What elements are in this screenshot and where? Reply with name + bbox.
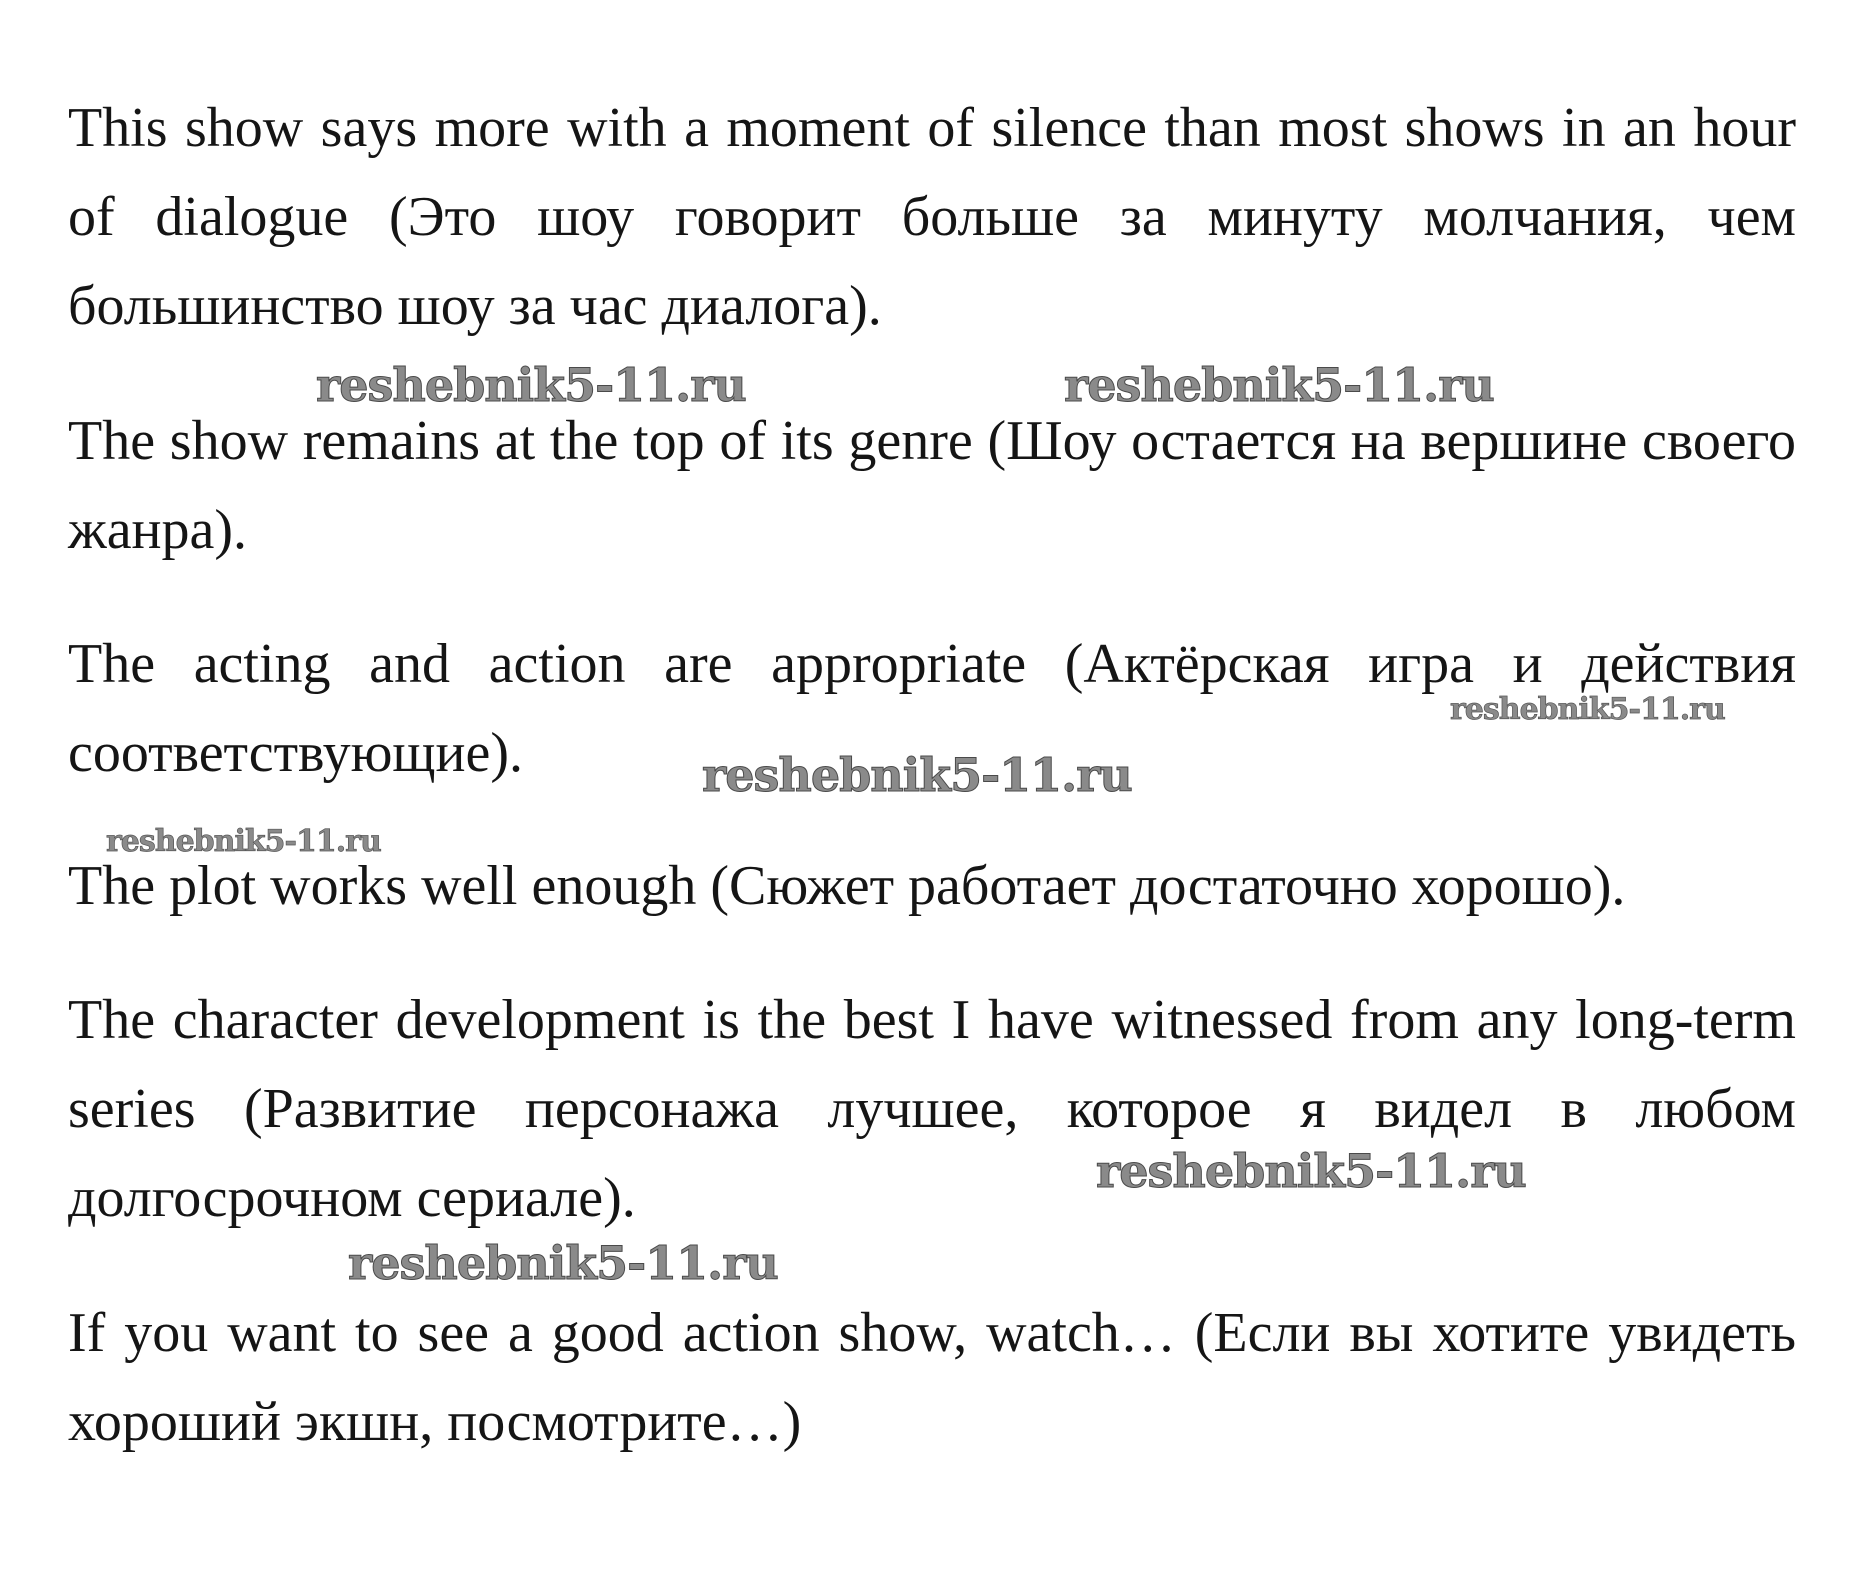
watermark: reshebnik5-11.ru [1096, 1144, 1526, 1198]
paragraph-6: If you want to see a good action show, watch… (Если вы хотите увидеть хороший экшн, посмотрите…) [68, 1302, 1796, 1453]
watermark: reshebnik5-11.ru [1450, 692, 1725, 727]
watermark: reshebnik5-11.ru [316, 358, 746, 412]
paragraph-4: The plot works well enough (Сюжет работает достаточно хорошо). [68, 855, 1626, 917]
paragraph-5: The character development is the best I have witnessed from any long-term series (Развитие персонажа лучшее, которое я видел в любом долгосрочном сериале). [68, 989, 1796, 1229]
watermark: reshebnik5-11.ru [348, 1236, 778, 1290]
paragraph-3: The acting and action are appropriate (Актёрская игра и действия соответствующие). [68, 633, 1796, 784]
paragraph-1: This show says more with a moment of silence than most shows in an hour of dialogue (Это шоу говорит больше за минуту молчания, чем большинство шоу за час диалога). [68, 97, 1796, 337]
watermark: reshebnik5-11.ru [106, 824, 381, 859]
watermark: reshebnik5-11.ru [1064, 358, 1494, 412]
paragraph-2: The show remains at the top of its genre (Шоу остается на вершине своего жанра). [68, 410, 1796, 561]
watermark: reshebnik5-11.ru [702, 748, 1132, 802]
